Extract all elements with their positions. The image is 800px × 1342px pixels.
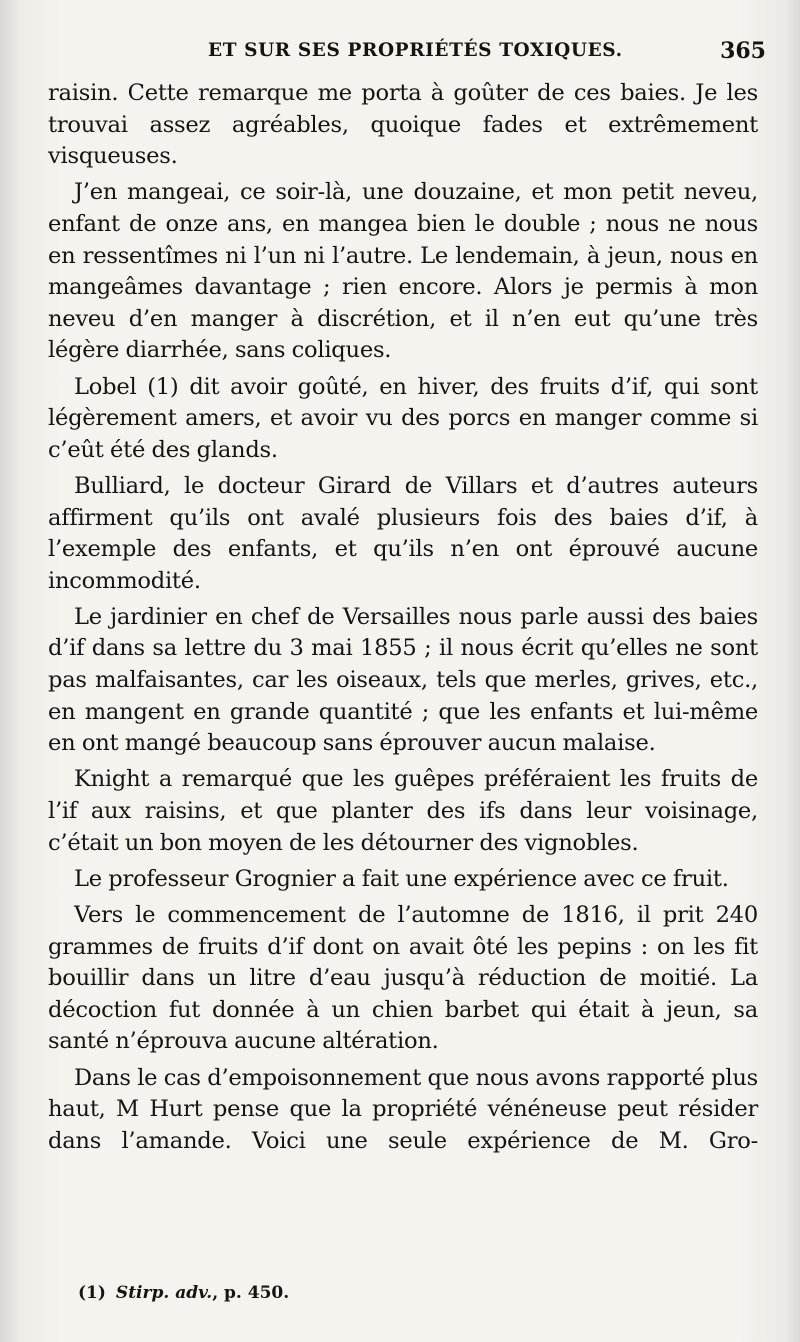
paragraph: Bulliard, le docteur Girard de Villars et d’autres auteurs affirment qu’ils ont avalé plusieurs fois des baies d’if, à l’exemple des enfants, et qu’ils n’en ont éprouvé aucune incommodité. xyxy=(48,472,758,594)
paragraph: Lobel (1) dit avoir goûté, en hiver, des fruits d’if, qui sont légèrement amers, et avoir vu des porcs en manger comme si c’eût été des glands. xyxy=(48,373,758,463)
body-text xyxy=(48,78,758,1162)
page-header xyxy=(48,38,768,68)
paragraph: Vers le commencement de l’automne de 1816, il prit 240 grammes de fruits d’if dont on avait ôté les pepins : on les fit bouillir dans un litre d’eau jusqu’à réduction de moitié. La décoction fut donnée à un chien barbet qui était à jeun, sa santé n’éprouva aucune altération. xyxy=(48,902,758,1055)
paragraph: Knight a remarqué que les guêpes préféraient les fruits de l’if aux raisins, et que planter des ifs dans leur voisinage, c’était un bon moyen de les détourner des vignobles. xyxy=(48,766,758,856)
footnote xyxy=(78,1283,289,1303)
paragraph-continues-next-page: Dans le cas d’empoisonnement que nous avons rapporté plus haut, M Hurt pense que la propriété vénéneuse peut résider dans l’amande. Voici une seule expérience de M. Gro- xyxy=(48,1064,758,1154)
paragraph: Le professeur Grognier a fait une expérience avec ce fruit. xyxy=(74,865,729,892)
paragraph: J’en mangeai, ce soir-là, une douzaine, et mon petit neveu, enfant de onze ans, en mangea bien le double ; nous ne nous en ressentîmes ni l’un ni l’autre. Le lendemain, à jeun, nous en mangeâmes davantage ; rien encore. Alors je permis à mon neveu d’en manger à discrétion, et il n’en eut qu’une très légère diarrhée, sans coliques. xyxy=(48,179,758,364)
footnote-page-ref: , p. 450. xyxy=(212,1283,290,1303)
running-title: ET SUR SES PROPRIÉTÉS TOXIQUES. xyxy=(208,40,623,61)
paragraph-continued: raisin. Cette remarque me porta à goûter de ces baies. Je les trouvai assez agréables, quoique fades et extrêmement visqueuses. xyxy=(48,80,758,170)
footnote-mark: (1) xyxy=(78,1283,106,1303)
paragraph: Le jardinier en chef de Versailles nous parle aussi des baies d’if dans sa lettre du 3 mai 1855 ; il nous écrit qu’elles ne sont pas malfaisantes, car les oiseaux, tels que merles, grives, etc., en mangent en grande quantité ; que les enfants et lui-même en ont mangé beaucoup sans éprouver aucun malaise. xyxy=(48,603,758,757)
footnote-citation: Stirp. adv. xyxy=(115,1283,213,1303)
page-number: 365 xyxy=(720,38,766,64)
